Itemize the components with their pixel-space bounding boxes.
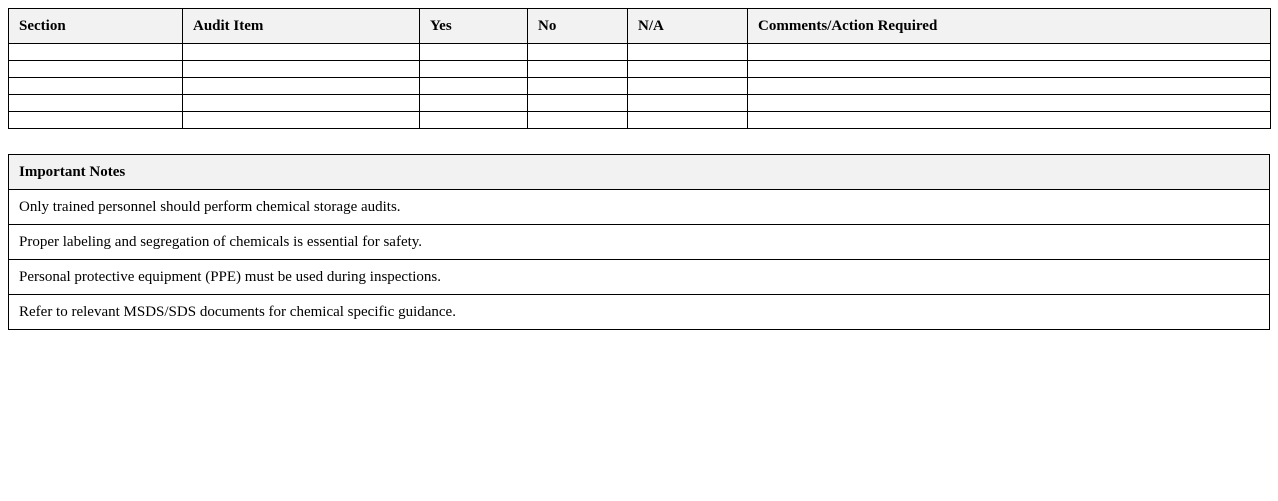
table-cell-no[interactable]	[528, 95, 628, 112]
table-cell-section[interactable]	[9, 44, 183, 61]
note-text: Refer to relevant MSDS/SDS documents for chemical specific guidance.	[9, 295, 1270, 330]
table-cell-yes[interactable]	[420, 95, 528, 112]
table-cell-yes[interactable]	[420, 44, 528, 61]
notes-table-body	[9, 190, 1270, 330]
column-header-yes: Yes	[420, 9, 528, 44]
notes-header-row	[9, 155, 1270, 190]
audit-header-row	[9, 9, 1271, 44]
table-cell-audit-item[interactable]	[183, 44, 420, 61]
audit-table	[8, 8, 1271, 129]
notes-table-header	[9, 155, 1270, 190]
note-row	[9, 260, 1270, 295]
table-cell-yes[interactable]	[420, 112, 528, 129]
table-cell-na[interactable]	[628, 78, 748, 95]
notes-table	[8, 154, 1270, 330]
table-cell-audit-item[interactable]	[183, 78, 420, 95]
table-cell-na[interactable]	[628, 44, 748, 61]
table-row	[9, 112, 1271, 129]
column-header-audit-item: Audit Item	[183, 9, 420, 44]
table-cell-comments[interactable]	[748, 61, 1271, 78]
table-cell-section[interactable]	[9, 78, 183, 95]
audit-table-header	[9, 9, 1271, 44]
table-cell-audit-item[interactable]	[183, 95, 420, 112]
column-header-na: N/A	[628, 9, 748, 44]
note-row	[9, 190, 1270, 225]
table-cell-yes[interactable]	[420, 78, 528, 95]
table-row	[9, 61, 1271, 78]
table-cell-no[interactable]	[528, 61, 628, 78]
table-cell-na[interactable]	[628, 95, 748, 112]
table-cell-no[interactable]	[528, 44, 628, 61]
table-cell-section[interactable]	[9, 95, 183, 112]
note-row	[9, 225, 1270, 260]
table-row	[9, 44, 1271, 61]
column-header-no: No	[528, 9, 628, 44]
table-cell-comments[interactable]	[748, 78, 1271, 95]
table-cell-na[interactable]	[628, 112, 748, 129]
note-text: Personal protective equipment (PPE) must be used during inspections.	[9, 260, 1270, 295]
audit-table-body	[9, 44, 1271, 129]
notes-heading: Important Notes	[9, 155, 1270, 190]
table-cell-section[interactable]	[9, 61, 183, 78]
table-cell-comments[interactable]	[748, 112, 1271, 129]
table-row	[9, 78, 1271, 95]
table-cell-no[interactable]	[528, 78, 628, 95]
note-text: Only trained personnel should perform chemical storage audits.	[9, 190, 1270, 225]
table-cell-section[interactable]	[9, 112, 183, 129]
table-cell-audit-item[interactable]	[183, 112, 420, 129]
column-header-section: Section	[9, 9, 183, 44]
table-cell-comments[interactable]	[748, 95, 1271, 112]
table-cell-yes[interactable]	[420, 61, 528, 78]
note-row	[9, 295, 1270, 330]
table-row	[9, 95, 1271, 112]
table-cell-na[interactable]	[628, 61, 748, 78]
table-cell-comments[interactable]	[748, 44, 1271, 61]
column-header-comments: Comments/Action Required	[748, 9, 1271, 44]
note-text: Proper labeling and segregation of chemicals is essential for safety.	[9, 225, 1270, 260]
table-cell-audit-item[interactable]	[183, 61, 420, 78]
table-cell-no[interactable]	[528, 112, 628, 129]
